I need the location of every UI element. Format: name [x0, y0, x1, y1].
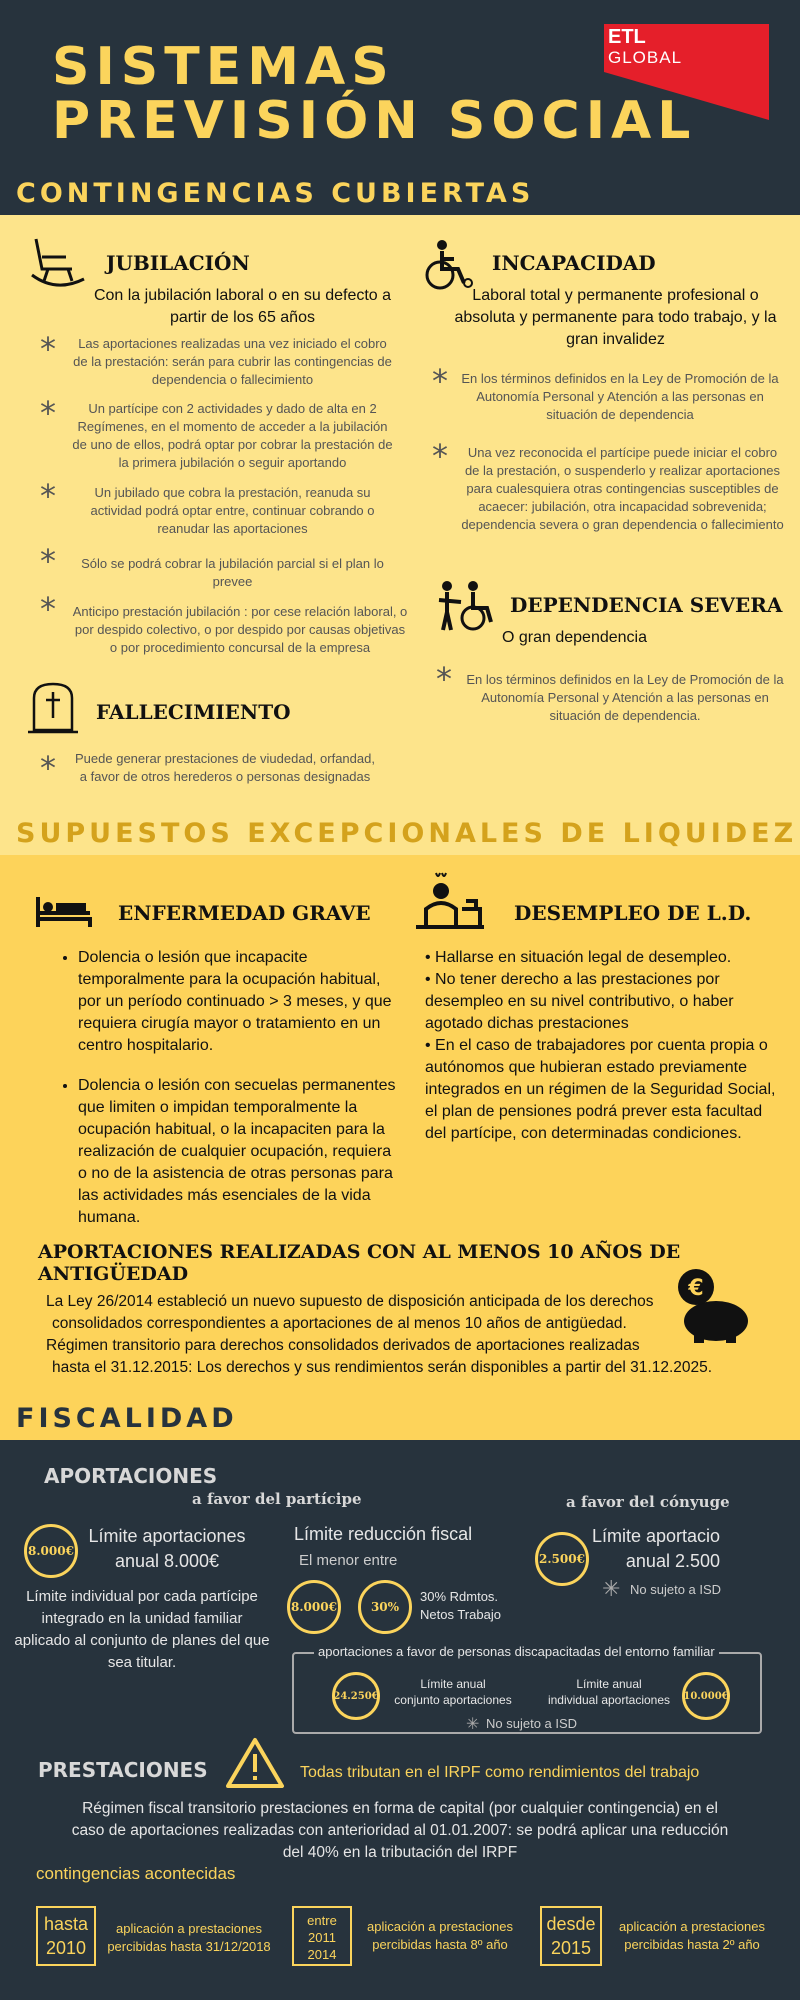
dependencia-item-1: En los términos definidos en la Ley de Promoción de la Autonomía Personal y Atención a las personas en situación de dependencia. [466, 672, 784, 723]
section-title-fiscalidad: FISCALIDAD [16, 1403, 238, 1434]
limite-desc: Límite individual por cada partícipe integrado en la unidad familiar aplicado al conjunto de planes del que sea titular. [14, 1588, 270, 1671]
year-3-line-1: desde [546, 1914, 596, 1934]
tombstone-icon [26, 680, 80, 740]
disc-circle-1: 24.250€ [332, 1672, 380, 1720]
year-2-line-3: 2014 [307, 1947, 337, 1962]
desempleo-item-1: • Hallarse en situación legal de desempleo. [425, 949, 732, 966]
year-box-2 [292, 1906, 352, 1966]
asterisk-icon: * [40, 477, 56, 515]
asterisk-icon: * [40, 749, 56, 787]
conyuge-label: a favor del cónyuge [566, 1493, 730, 1511]
antiguedad-text [46, 1291, 746, 1379]
disc-note: No sujeto a ISD [486, 1716, 578, 1731]
regimen-line-3: del 40% en la tributación del IRPF [282, 1844, 518, 1861]
conyuge-circle: 2.500€ [535, 1532, 589, 1586]
liquidez-title-bar [0, 810, 800, 855]
year-box-1 [36, 1906, 96, 1966]
section-title-liquidez: SUPUESTOS EXCEPCIONALES DE LIQUIDEZ [16, 818, 798, 849]
dependencia-heading: DEPENDENCIA SEVERA [510, 593, 783, 617]
enfermedad-list [78, 947, 398, 1229]
conyuge-title [592, 1524, 720, 1574]
disc-label-2 [544, 1676, 674, 1708]
disc-label-1-line-1: Límite anual [420, 1677, 486, 1691]
year-2-desc-line-2: percibidas hasta 8º año [372, 1937, 508, 1952]
regimen-text [40, 1798, 760, 1864]
jubilacion-item-5: Anticipo prestación jubilación : por cese relación laboral, o por despido colectivo, o por despido por causas objetivas o por procedimiento concursal de la empresa [72, 604, 408, 655]
year-2-line-1: entre [307, 1913, 337, 1928]
jubilacion-heading: JUBILACIÓN [106, 251, 250, 275]
unemployed-icon [414, 869, 486, 936]
incapacidad-subtitle: Laboral total y permanente profesional o absoluta y permanente para todo trabajo, y la gran invalidez [454, 287, 777, 348]
reduccion-note [420, 1588, 501, 1624]
irpf-note: Todas tributan en el IRPF como rendimientos del trabajo [300, 1764, 700, 1781]
dependencia-subtitle: O gran dependencia [502, 629, 647, 646]
conyuge-title-line-1: Límite aportacio [592, 1526, 720, 1546]
year-3-desc-line-1: aplicación a prestaciones [619, 1919, 765, 1934]
asterisk-icon: ✳ [602, 1576, 621, 1601]
enfermedad-heading: ENFERMEDAD GRAVE [118, 901, 371, 925]
year-2-desc [360, 1918, 520, 1954]
limite-title-line-2: anual 8.000€ [114, 1551, 220, 1571]
rocking-chair-icon [28, 235, 86, 295]
disc-label-2-line-1: Límite anual [576, 1677, 642, 1691]
conyuge-note: No sujeto a ISD [630, 1582, 722, 1597]
year-1-line-1: hasta [43, 1914, 89, 1934]
logo [604, 24, 769, 120]
title-line-1: SISTEMAS [52, 37, 395, 97]
fallecimiento-heading: FALLECIMIENTO [96, 700, 291, 724]
reduccion-circle-1: 8.000€ [287, 1580, 341, 1634]
reduccion-note-line-1: 30% Rdmtos. [420, 1589, 499, 1604]
desempleo-item-2: • No tener derecho a las prestaciones por desempleo en su nivel contributivo, o haber agotado dichas prestaciones [425, 971, 734, 1032]
jubilacion-subtitle: Con la jubilación laboral o en su defecto a partir de los 65 años [93, 287, 392, 326]
header [0, 0, 800, 215]
asterisk-icon: * [432, 437, 448, 475]
logo-text-global: GLOBAL [608, 48, 683, 67]
asterisk-icon: * [40, 394, 56, 432]
incapacidad-item-1: En los términos definidos en la Ley de Promoción de la Autonomía Personal y Atención a las personas en situación de dependencia [461, 371, 779, 422]
jubilacion-item-3: Un jubilado que cobra la prestación, reanuda su actividad podrá optar entre, continuar cobrando o reanudar las aportaciones [90, 485, 375, 536]
regimen-line-2: caso de aportaciones realizadas con anterioridad al 01.01.2007: se podrá aplicar una reducción [71, 1822, 729, 1839]
incapacidad-heading: INCAPACIDAD [492, 251, 656, 275]
limite-title-line-1: Límite aportaciones [88, 1526, 246, 1546]
year-1-desc [104, 1920, 274, 1956]
year-1-line-2: 2010 [45, 1938, 87, 1958]
antiguedad-line-1: La Ley 26/2014 estableció un nuevo supuesto de disposición anticipada de los derechos [46, 1293, 654, 1310]
prestaciones-heading: PRESTACIONES [38, 1758, 208, 1782]
section-title-contingencias: CONTINGENCIAS CUBIERTAS [16, 178, 535, 209]
warning-icon [224, 1736, 286, 1795]
dependency-icon [435, 580, 497, 637]
reduccion-title: Límite reducción fiscal [294, 1524, 473, 1544]
asterisk-icon: * [40, 542, 56, 580]
disc-circle-2: 10.000€ [682, 1672, 730, 1720]
fiscalidad-section [0, 1440, 800, 2000]
antiguedad-line-3: Régimen transitorio para derechos consolidados derivados de aportaciones realizadas [46, 1337, 640, 1354]
reduccion-circle-2: 30% [358, 1580, 412, 1634]
discapacidad-title: aportaciones a favor de personas discapacitadas del entorno familiar [314, 1644, 719, 1659]
disc-label-2-line-2: individual aportaciones [547, 1693, 671, 1707]
disc-label-1-line-2: conjunto aportaciones [394, 1693, 512, 1707]
enfermedad-item-1: • Dolencia o lesión que incapacite temporalmente para la ocupación habitual, por un período continuado > 3 meses, y que requiera cirugía mayor o tratamiento en un centro hospitalario. [78, 947, 398, 1057]
title-line-2: PREVISIÓN SOCIAL [52, 91, 697, 151]
year-box-3 [540, 1906, 602, 1966]
discapacidad-box [292, 1644, 762, 1734]
asterisk-icon: ✳ [466, 1716, 480, 1733]
jubilacion-item-2: Un partícipe con 2 actividades y dado de alta en 2 Regímenes, en el momento de acceder a la jubilación de uno de ellos, podrá optar por cobrar la prestación de la primera jubilación o seguir aportando [72, 401, 393, 470]
conyuge-title-line-2: anual 2.500 [625, 1551, 720, 1571]
aportaciones-heading: APORTACIONES [44, 1464, 218, 1488]
limite-title [82, 1524, 252, 1574]
fallecimiento-item-1: Puede generar prestaciones de viudedad, orfandad, a favor de otros herederos o personas designadas [75, 751, 375, 784]
limite-circle: 8.000€ [24, 1524, 78, 1578]
year-2-line-2: 2011 [308, 1930, 336, 1945]
antiguedad-line-4: hasta el 31.12.2015: Los derechos y sus rendimientos serán disponibles a partir del 31.12.2025. [52, 1359, 713, 1376]
antiguedad-heading: APORTACIONES REALIZADAS CON AL MENOS 10 AÑOS DE ANTIGÜEDAD [38, 1241, 681, 1285]
asterisk-icon: * [432, 362, 448, 400]
piggy-bank-icon [676, 1265, 752, 1350]
jubilacion-item-4: Sólo se podrá cobrar la jubilación parcial si el plan lo prevee [81, 556, 384, 589]
disc-label-1 [388, 1676, 518, 1708]
contingencias-section [0, 215, 800, 810]
asterisk-icon: * [40, 330, 56, 368]
participe-label: a favor del partícipe [192, 1490, 362, 1508]
desempleo-list [425, 947, 785, 1145]
svg-text:€: € [688, 1276, 704, 1301]
contingencias-label: contingencias acontecidas [36, 1864, 236, 1883]
antiguedad-line-2: consolidados correspondientes a aportaciones de al menos 10 años de antigüedad. [52, 1315, 627, 1332]
incapacidad-item-2: Una vez reconocida el partícipe puede iniciar el cobro de la prestación, o suspenderlo y realizar aportaciones para cualesquiera otras contingencias susceptibles de acaecer: jubilación, otra incapacidad sobrevenida; dependencia severa o gran dependencia o fallecimiento [461, 445, 784, 532]
reduccion-note-line-2: Netos Trabajo [420, 1607, 501, 1622]
year-1-desc-line-2: percibidas hasta 31/12/2018 [107, 1939, 271, 1954]
asterisk-icon: * [436, 660, 452, 698]
year-2-desc-line-1: aplicación a prestaciones [367, 1919, 513, 1934]
bed-icon [34, 893, 94, 936]
year-3-desc [610, 1918, 774, 1954]
year-3-desc-line-2: percibidas hasta 2º año [624, 1937, 760, 1952]
reduccion-sub: El menor entre [299, 1552, 398, 1569]
enfermedad-item-2: • Dolencia o lesión con secuelas permanentes que limiten o impidan temporalmente la ocupación habitual, o la incapaciten para la realización de cualquier ocupación, requiera o no de la asistencia de otras personas para las actividades más esenciales de la vida humana. [78, 1075, 398, 1229]
year-1-desc-line-1: aplicación a prestaciones [116, 1921, 262, 1936]
liquidez-section [0, 855, 800, 1410]
desempleo-item-3: • En el caso de trabajadores por cuenta propia o autónomos que hubieran estado previamente integrados en un régimen de la Seguridad Social, el plan de pensiones podrá prever esta facultad del partícipe, con determinadas condiciones. [425, 1037, 776, 1142]
fiscalidad-title-bar [0, 1395, 800, 1440]
logo-text-etl: ETL [608, 26, 646, 48]
regimen-line-1: Régimen fiscal transitorio prestaciones en forma de capital (por cualquier contingencia) en el [82, 1800, 718, 1817]
jubilacion-item-1: Las aportaciones realizadas una vez iniciado el cobro de la prestación: serán para cubrir las contingencias de dependencia o fallecimiento [73, 336, 392, 387]
year-3-line-2: 2015 [550, 1938, 592, 1958]
desempleo-heading: DESEMPLEO DE L.D. [514, 901, 752, 925]
asterisk-icon: * [40, 590, 56, 628]
